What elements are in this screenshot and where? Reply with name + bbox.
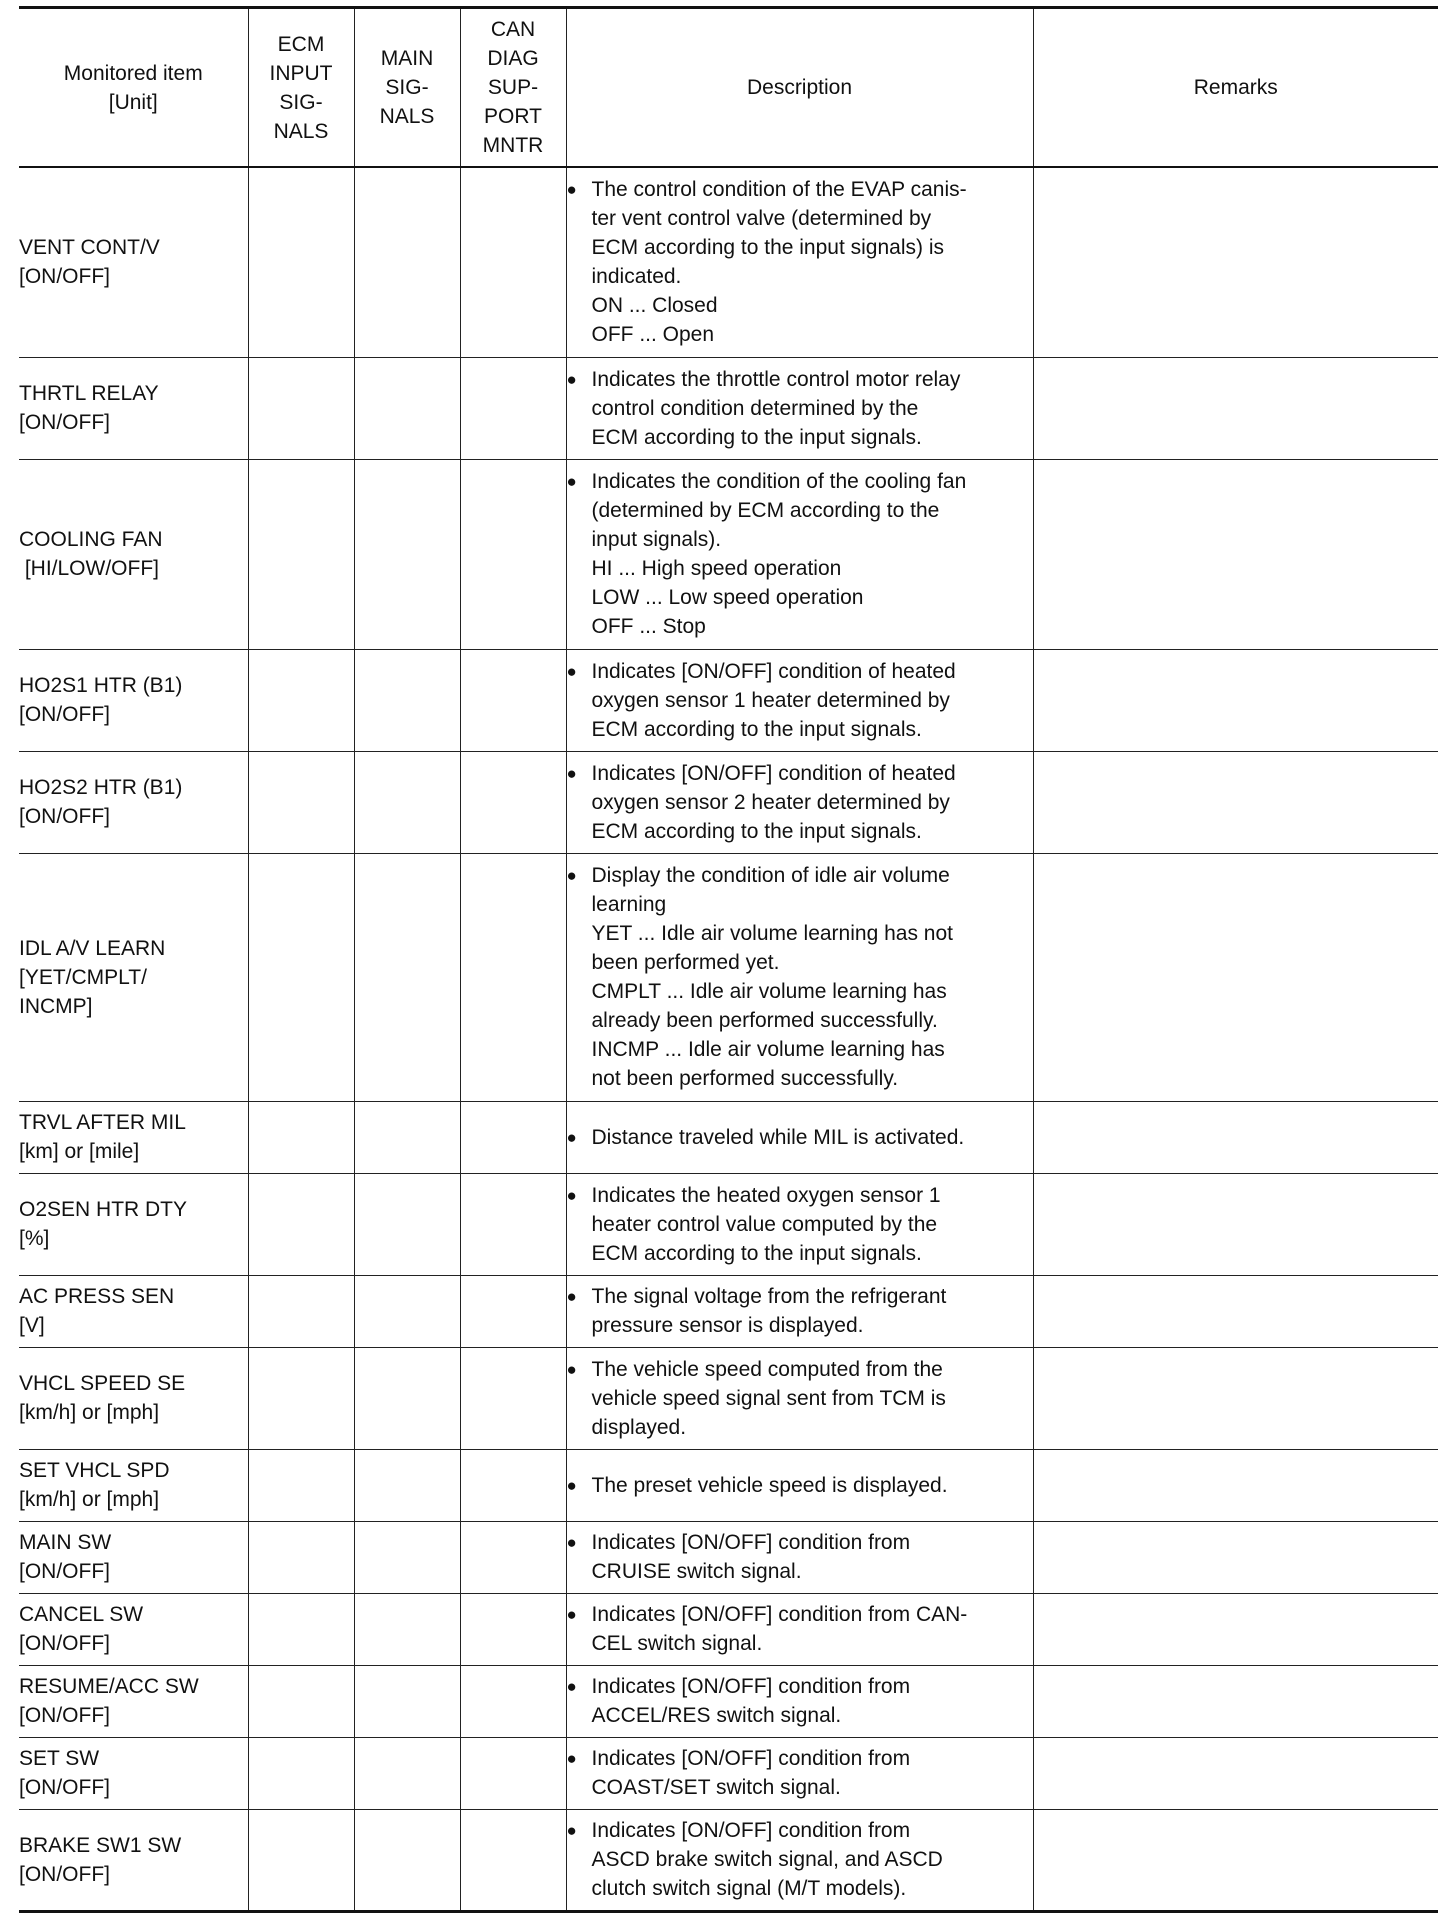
description-line: Indicates the condition of the cooling fan xyxy=(591,470,967,493)
ecm-input-cell xyxy=(248,357,354,459)
main-signals-cell xyxy=(354,167,460,357)
monitored-item-cell xyxy=(19,1275,248,1347)
description-text xyxy=(592,1672,911,1730)
description-line: The preset vehicle speed is displayed. xyxy=(591,1473,948,1497)
ecm-input-cell xyxy=(248,167,354,357)
bullet-icon: ● xyxy=(566,1605,577,1624)
bullet-icon: ● xyxy=(566,763,577,783)
description-cell xyxy=(566,1449,1033,1521)
bullet-item xyxy=(567,1123,1033,1152)
main-signals-cell xyxy=(354,1665,460,1737)
description-line: been performed yet. xyxy=(591,951,780,974)
description-line: oxygen sensor 2 heater determined by xyxy=(591,790,950,814)
monitored-item-line: HO2S1 HTR (B1) xyxy=(19,674,183,697)
can-diag-cell xyxy=(460,1665,566,1737)
table-row xyxy=(19,1173,1438,1275)
description-line: ECM according to the input signals) is xyxy=(591,236,944,260)
description-line: LOW ... Low speed operation xyxy=(591,586,864,609)
bullet-item xyxy=(567,1471,1033,1500)
description-line: Indicates [ON/OFF] condition from xyxy=(591,1747,911,1770)
can-diag-cell xyxy=(460,1347,566,1449)
monitored-item-line: [ON/OFF] xyxy=(19,1632,110,1655)
remarks-cell xyxy=(1033,1347,1438,1449)
monitored-item-line: [ON/OFF] xyxy=(19,805,110,828)
description-line: displayed. xyxy=(591,1415,687,1439)
remarks-cell xyxy=(1033,1665,1438,1737)
monitored-item-cell xyxy=(19,459,248,649)
monitored-item-line: [ON/OFF] xyxy=(19,265,110,289)
monitored-item-cell xyxy=(19,853,248,1101)
table-row xyxy=(19,1347,1438,1449)
monitored-item-line: O2SEN HTR DTY xyxy=(19,1198,188,1221)
monitored-item-line: AC PRESS SEN xyxy=(19,1285,175,1308)
description-line: Indicates [ON/OFF] condition of heated xyxy=(591,761,956,785)
monitored-item-line: VHCL SPEED SE xyxy=(19,1372,186,1395)
description-cell xyxy=(566,357,1033,459)
description-line: Display the condition of idle air volume xyxy=(591,864,950,887)
bullet-icon: ● xyxy=(566,1677,577,1696)
can-diag-cell xyxy=(460,1449,566,1521)
can-diag-cell xyxy=(460,853,566,1101)
description-text xyxy=(592,861,953,1093)
bullet-item xyxy=(567,1816,1033,1903)
description-line: indicated. xyxy=(591,265,682,289)
description-cell xyxy=(566,1275,1033,1347)
description-cell xyxy=(566,1173,1033,1275)
description-line: not been performed successfully. xyxy=(591,1067,899,1090)
description-line: Indicates [ON/OFF] condition from CAN- xyxy=(591,1603,968,1626)
bullet-item xyxy=(567,175,1033,349)
remarks-cell xyxy=(1033,1521,1438,1593)
monitored-item-cell xyxy=(19,1521,248,1593)
bullet-icon: ● xyxy=(566,369,577,389)
bullet-item xyxy=(567,467,1033,641)
main-signals-cell xyxy=(354,459,460,649)
table-row xyxy=(19,459,1438,649)
monitored-item-cell xyxy=(19,751,248,853)
monitored-item-line: [ON/OFF] xyxy=(19,1776,110,1799)
description-line: Indicates the throttle control motor relay xyxy=(591,367,961,391)
ecm-input-cell xyxy=(248,1347,354,1449)
monitored-item-cell xyxy=(19,1737,248,1809)
monitored-item-line: TRVL AFTER MIL xyxy=(19,1111,186,1134)
table-row xyxy=(19,1275,1438,1347)
description-line: ASCD brake switch signal, and ASCD xyxy=(591,1848,943,1871)
bullet-item xyxy=(567,861,1033,1093)
monitored-item-line: [km/h] or [mph] xyxy=(19,1401,160,1424)
description-text xyxy=(592,1600,968,1658)
monitored-item-cell xyxy=(19,1809,248,1911)
bullet-item xyxy=(567,1355,1033,1442)
monitored-item-line: VENT CONT/V xyxy=(19,236,160,260)
description-line: already been performed successfully. xyxy=(591,1009,938,1032)
description-line: CEL switch signal. xyxy=(591,1632,763,1655)
description-line: The signal voltage from the refrigerant xyxy=(591,1285,947,1308)
monitored-item-cell xyxy=(19,357,248,459)
ecm-input-cell xyxy=(248,1737,354,1809)
remarks-cell xyxy=(1033,1173,1438,1275)
bullet-item xyxy=(567,1744,1033,1802)
ecm-input-cell xyxy=(248,1101,354,1173)
ecm-input-cell xyxy=(248,1449,354,1521)
remarks-cell xyxy=(1033,1275,1438,1347)
table-body xyxy=(19,167,1438,1911)
main-signals-cell xyxy=(354,1101,460,1173)
main-signals-cell xyxy=(354,853,460,1101)
remarks-cell xyxy=(1033,1449,1438,1521)
monitored-item-cell xyxy=(19,649,248,751)
bullet-icon: ● xyxy=(566,472,577,491)
monitored-item-line: HO2S2 HTR (B1) xyxy=(19,776,183,799)
description-text xyxy=(592,759,956,846)
description-line: Indicates [ON/OFF] condition of heated xyxy=(591,659,956,683)
description-line: COAST/SET switch signal. xyxy=(591,1776,841,1799)
monitored-item-line: [HI/LOW/OFF] xyxy=(19,557,159,580)
can-diag-cell xyxy=(460,1101,566,1173)
description-cell xyxy=(566,459,1033,649)
header-monitored-item: Monitored item [Unit] xyxy=(19,8,248,168)
description-line: YET ... Idle air volume learning has not xyxy=(591,922,953,945)
header-description: Description xyxy=(566,8,1033,168)
main-signals-cell xyxy=(354,1173,460,1275)
main-signals-cell xyxy=(354,649,460,751)
table-row xyxy=(19,167,1438,357)
remarks-cell xyxy=(1033,459,1438,649)
description-line: input signals). xyxy=(591,528,722,551)
table-row xyxy=(19,1809,1438,1911)
can-diag-cell xyxy=(460,1593,566,1665)
description-line: ter vent control valve (determined by xyxy=(591,207,932,231)
description-line: ECM according to the input signals. xyxy=(591,819,922,843)
header-can-diag-support-mntr: CAN DIAG SUP- PORT MNTR xyxy=(460,8,566,168)
description-line: HI ... High speed operation xyxy=(591,557,842,580)
monitored-item-line: [V] xyxy=(19,1314,45,1337)
ecm-input-cell xyxy=(248,853,354,1101)
description-cell xyxy=(566,1347,1033,1449)
bullet-icon: ● xyxy=(566,180,577,200)
description-text xyxy=(592,1282,947,1340)
bullet-icon: ● xyxy=(566,1359,577,1379)
description-text xyxy=(592,1181,941,1268)
description-line: Indicates [ON/OFF] condition from xyxy=(591,1819,911,1842)
description-text xyxy=(592,1528,911,1586)
description-line: pressure sensor is displayed. xyxy=(591,1314,864,1337)
description-cell xyxy=(566,853,1033,1101)
monitored-item-cell xyxy=(19,1101,248,1173)
monitored-item-line: SET VHCL SPD xyxy=(19,1459,170,1482)
header-row xyxy=(19,8,1438,168)
remarks-cell xyxy=(1033,853,1438,1101)
bullet-item xyxy=(567,1600,1033,1658)
description-line: CMPLT ... Idle air volume learning has xyxy=(591,980,947,1003)
main-signals-cell xyxy=(354,1347,460,1449)
table-row xyxy=(19,853,1438,1101)
bullet-icon: ● xyxy=(566,1533,577,1552)
table-row xyxy=(19,1101,1438,1173)
main-signals-cell xyxy=(354,1737,460,1809)
can-diag-cell xyxy=(460,459,566,649)
description-text xyxy=(592,1471,948,1500)
ecm-input-cell xyxy=(248,1173,354,1275)
monitored-item-line: MAIN SW xyxy=(19,1531,112,1554)
description-line: clutch switch signal (M/T models). xyxy=(591,1877,907,1900)
ecm-input-cell xyxy=(248,1809,354,1911)
main-signals-cell xyxy=(354,1593,460,1665)
remarks-cell xyxy=(1033,1101,1438,1173)
description-cell xyxy=(566,167,1033,357)
monitored-item-line: SET SW xyxy=(19,1747,100,1770)
description-line: learning xyxy=(591,893,667,916)
table-row xyxy=(19,1521,1438,1593)
can-diag-cell xyxy=(460,357,566,459)
main-signals-cell xyxy=(354,357,460,459)
ecm-input-cell xyxy=(248,1275,354,1347)
description-line: (determined by ECM according to the xyxy=(591,499,940,522)
monitored-item-cell xyxy=(19,1593,248,1665)
description-line: Distance traveled while MIL is activated. xyxy=(591,1125,965,1149)
header-main-signals: MAIN SIG- NALS xyxy=(354,8,460,168)
bullet-icon: ● xyxy=(566,1749,577,1768)
description-line: ECM according to the input signals. xyxy=(591,1241,922,1265)
monitored-item-line: IDL A/V LEARN xyxy=(19,936,166,960)
remarks-cell xyxy=(1033,1593,1438,1665)
bullet-item xyxy=(567,1672,1033,1730)
bullet-icon: ● xyxy=(566,661,577,681)
bullet-icon: ● xyxy=(566,1821,577,1840)
bullet-icon: ● xyxy=(566,1475,577,1495)
table-row xyxy=(19,649,1438,751)
remarks-cell xyxy=(1033,1737,1438,1809)
monitored-item-line: COOLING FAN xyxy=(19,528,163,551)
description-text xyxy=(592,657,956,744)
description-text xyxy=(592,467,967,641)
monitored-item-line: INCMP] xyxy=(19,994,93,1018)
main-signals-cell xyxy=(354,1275,460,1347)
monitored-item-cell xyxy=(19,1173,248,1275)
can-diag-cell xyxy=(460,1809,566,1911)
description-text xyxy=(592,1744,911,1802)
description-line: Indicates the heated oxygen sensor 1 xyxy=(591,1183,941,1207)
monitored-item-line: BRAKE SW1 SW xyxy=(19,1833,182,1857)
monitored-item-line: [ON/OFF] xyxy=(19,1560,110,1583)
description-cell xyxy=(566,1101,1033,1173)
monitored-item-line: [ON/OFF] xyxy=(19,1862,110,1886)
header-remarks: Remarks xyxy=(1033,8,1438,168)
description-line: The control condition of the EVAP canis- xyxy=(591,178,967,202)
main-signals-cell xyxy=(354,1809,460,1911)
main-signals-cell xyxy=(354,751,460,853)
remarks-cell xyxy=(1033,1809,1438,1911)
description-cell xyxy=(566,1593,1033,1665)
description-line: ECM according to the input signals. xyxy=(591,425,922,449)
description-line: OFF ... Open xyxy=(591,323,715,347)
monitored-item-line: RESUME/ACC SW xyxy=(19,1675,199,1698)
description-line: vehicle speed signal sent from TCM is xyxy=(591,1386,946,1410)
monitored-item-cell xyxy=(19,1347,248,1449)
monitored-item-line: CANCEL SW xyxy=(19,1603,144,1626)
ecm-input-cell xyxy=(248,459,354,649)
remarks-cell xyxy=(1033,167,1438,357)
description-line: OFF ... Stop xyxy=(591,615,706,638)
can-diag-cell xyxy=(460,1275,566,1347)
bullet-item xyxy=(567,1528,1033,1586)
description-line: ON ... Closed xyxy=(591,294,718,318)
remarks-cell xyxy=(1033,357,1438,459)
table-row xyxy=(19,1737,1438,1809)
description-text xyxy=(592,365,961,452)
can-diag-cell xyxy=(460,751,566,853)
monitored-item-line: [ON/OFF] xyxy=(19,1704,110,1727)
description-text xyxy=(592,175,967,349)
monitored-item-cell xyxy=(19,167,248,357)
monitored-item-line: [ON/OFF] xyxy=(19,703,110,726)
description-line: The vehicle speed computed from the xyxy=(591,1357,943,1381)
header-ecm-input-signals: ECM INPUT SIG- NALS xyxy=(248,8,354,168)
bullet-icon: ● xyxy=(566,866,577,885)
description-line: oxygen sensor 1 heater determined by xyxy=(591,688,950,712)
monitored-item-line: [km] or [mile] xyxy=(19,1140,140,1163)
monitored-item-cell xyxy=(19,1665,248,1737)
description-line: ECM according to the input signals. xyxy=(591,717,922,741)
description-text xyxy=(592,1816,943,1903)
description-cell xyxy=(566,1665,1033,1737)
table-row xyxy=(19,1593,1438,1665)
can-diag-cell xyxy=(460,167,566,357)
description-line: INCMP ... Idle air volume learning has xyxy=(591,1038,945,1061)
description-cell xyxy=(566,1809,1033,1911)
description-line: ACCEL/RES switch signal. xyxy=(591,1704,842,1727)
description-cell xyxy=(566,1521,1033,1593)
bullet-item xyxy=(567,1181,1033,1268)
bullet-item xyxy=(567,657,1033,744)
ecm-input-cell xyxy=(248,1521,354,1593)
monitored-items-table xyxy=(19,6,1438,1913)
monitored-item-cell xyxy=(19,1449,248,1521)
description-text xyxy=(592,1123,965,1152)
ecm-input-cell xyxy=(248,1665,354,1737)
can-diag-cell xyxy=(460,649,566,751)
ecm-input-cell xyxy=(248,751,354,853)
main-signals-cell xyxy=(354,1521,460,1593)
can-diag-cell xyxy=(460,1521,566,1593)
description-line: CRUISE switch signal. xyxy=(591,1560,802,1583)
table-row xyxy=(19,357,1438,459)
description-cell xyxy=(566,1737,1033,1809)
remarks-cell xyxy=(1033,649,1438,751)
bullet-icon: ● xyxy=(566,1185,577,1205)
bullet-item xyxy=(567,365,1033,452)
ecm-input-cell xyxy=(248,1593,354,1665)
table-row xyxy=(19,751,1438,853)
monitored-item-line: [ON/OFF] xyxy=(19,411,110,434)
description-cell xyxy=(566,751,1033,853)
table-row xyxy=(19,1665,1438,1737)
ecm-input-cell xyxy=(248,649,354,751)
description-line: control condition determined by the xyxy=(591,396,919,420)
bullet-icon: ● xyxy=(566,1127,577,1147)
remarks-cell xyxy=(1033,751,1438,853)
bullet-item xyxy=(567,1282,1033,1340)
monitored-item-line: [km/h] or [mph] xyxy=(19,1488,160,1511)
monitored-item-line: [%] xyxy=(19,1227,50,1250)
monitored-item-line: [YET/CMPLT/ xyxy=(19,965,147,989)
description-cell xyxy=(566,649,1033,751)
can-diag-cell xyxy=(460,1737,566,1809)
bullet-icon: ● xyxy=(566,1287,577,1306)
can-diag-cell xyxy=(460,1173,566,1275)
table-row xyxy=(19,1449,1438,1521)
description-line: heater control value computed by the xyxy=(591,1212,938,1236)
description-line: Indicates [ON/OFF] condition from xyxy=(591,1531,911,1554)
bullet-item xyxy=(567,759,1033,846)
monitored-item-line: THRTL RELAY xyxy=(19,382,159,405)
main-signals-cell xyxy=(354,1449,460,1521)
description-text xyxy=(592,1355,946,1442)
description-line: Indicates [ON/OFF] condition from xyxy=(591,1675,911,1698)
